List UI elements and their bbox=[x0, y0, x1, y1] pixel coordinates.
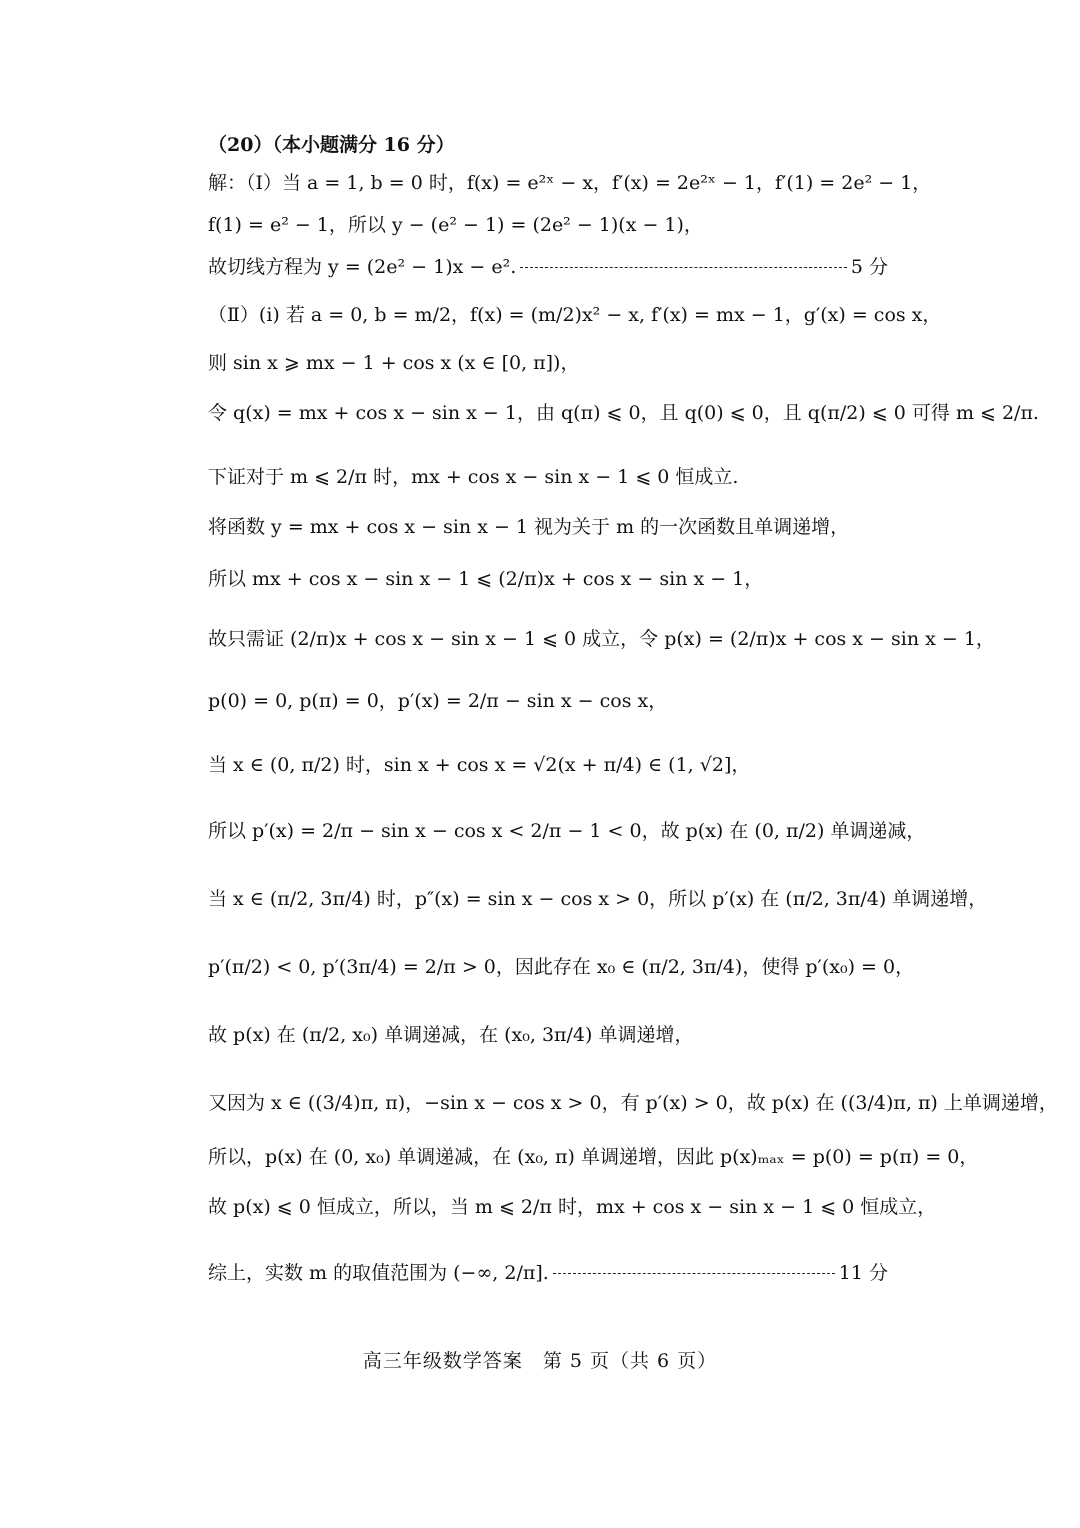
solution-line-9: 所以 mx + cos x − sin x − 1 ⩽ (2/π)x + cos x − sin x − 1， bbox=[208, 568, 764, 590]
solution-line-1: 解：（Ⅰ）当 a = 1, b = 0 时，f(x) = e²ˣ − x，f′(x) = 2e²ˣ − 1，f′(1) = 2e² − 1， bbox=[208, 172, 932, 194]
solution-line-20: 综上，实数 m 的取值范围为 (−∞, 2/π]. bbox=[208, 1262, 549, 1284]
solution-line-13: 所以 p′(x) = 2/π − sin x − cos x < 2/π − 1 < 0，故 p(x) 在 (0, π/2) 单调递减， bbox=[208, 820, 926, 842]
page-footer: 高三年级数学答案 第 5 页（共 6 页） bbox=[362, 1350, 718, 1372]
solution-line-10: 故只需证 (2/π)x + cos x − sin x − 1 ⩽ 0 成立，令 p(x) = (2/π)x + cos x − sin x − 1， bbox=[208, 628, 995, 650]
solution-line-3: 故切线方程为 y = (2e² − 1)x − e². bbox=[208, 256, 517, 278]
score-mark-5: 5 分 bbox=[850, 256, 888, 278]
solution-line-15: p′(π/2) < 0, p′(3π/4) = 2/π > 0，因此存在 x₀ ∈ (π/2, 3π/4)，使得 p′(x₀) = 0， bbox=[208, 956, 915, 978]
tangent-line-result bbox=[208, 256, 888, 279]
solution-line-7: 下证对于 m ⩽ 2/π 时，mx + cos x − sin x − 1 ⩽ 0 恒成立. bbox=[208, 466, 739, 488]
problem-heading: （20）（本小题满分 16 分） bbox=[208, 134, 455, 156]
solution-line-12: 当 x ∈ (0, π/2) 时，sin x + cos x = √2(x + π/4) ∈ (1, √2]， bbox=[208, 754, 751, 776]
solution-line-5: 则 sin x ⩾ mx − 1 + cos x (x ∈ [0, π])， bbox=[208, 352, 580, 374]
solution-line-4: （Ⅱ）(i) 若 a = 0, b = m/2，f(x) = (m/2)x² − x, f′(x) = mx − 1，g′(x) = cos x， bbox=[208, 304, 942, 326]
solution-line-14: 当 x ∈ (π/2, 3π/4) 时，p″(x) = sin x − cos x > 0，所以 p′(x) 在 (π/2, 3π/4) 单调递增， bbox=[208, 888, 988, 910]
solution-line-17: 又因为 x ∈ ((3/4)π, π)，−sin x − cos x > 0，有 p′(x) > 0，故 p(x) 在 ((3/4)π, π) 上单调递增， bbox=[208, 1092, 1058, 1114]
solution-line-8: 将函数 y = mx + cos x − sin x − 1 视为关于 m 的一次函数且单调递增， bbox=[208, 516, 850, 538]
score-leader-dots bbox=[553, 1273, 835, 1274]
score-leader-dots bbox=[520, 267, 847, 268]
solution-line-6: 令 q(x) = mx + cos x − sin x − 1，由 q(π) ⩽ 0，且 q(0) ⩽ 0，且 q(π/2) ⩽ 0 可得 m ⩽ 2/π. bbox=[208, 402, 1039, 424]
solution-line-16: 故 p(x) 在 (π/2, x₀) 单调递减，在 (x₀, 3π/4) 单调递增， bbox=[208, 1024, 694, 1046]
solution-line-18: 所以，p(x) 在 (0, x₀) 单调递减，在 (x₀, π) 单调递增，因此 p(x)ₘₐₓ = p(0) = p(π) = 0， bbox=[208, 1146, 979, 1168]
solution-line-11: p(0) = 0, p(π) = 0，p′(x) = 2/π − sin x − cos x， bbox=[208, 690, 668, 712]
solution-line-2: f(1) = e² − 1，所以 y − (e² − 1) = (2e² − 1)(x − 1)， bbox=[208, 214, 703, 236]
score-mark-11: 11 分 bbox=[838, 1262, 888, 1284]
solution-line-19: 故 p(x) ⩽ 0 恒成立，所以，当 m ⩽ 2/π 时，mx + cos x − sin x − 1 ⩽ 0 恒成立， bbox=[208, 1196, 937, 1218]
range-result bbox=[208, 1262, 888, 1285]
